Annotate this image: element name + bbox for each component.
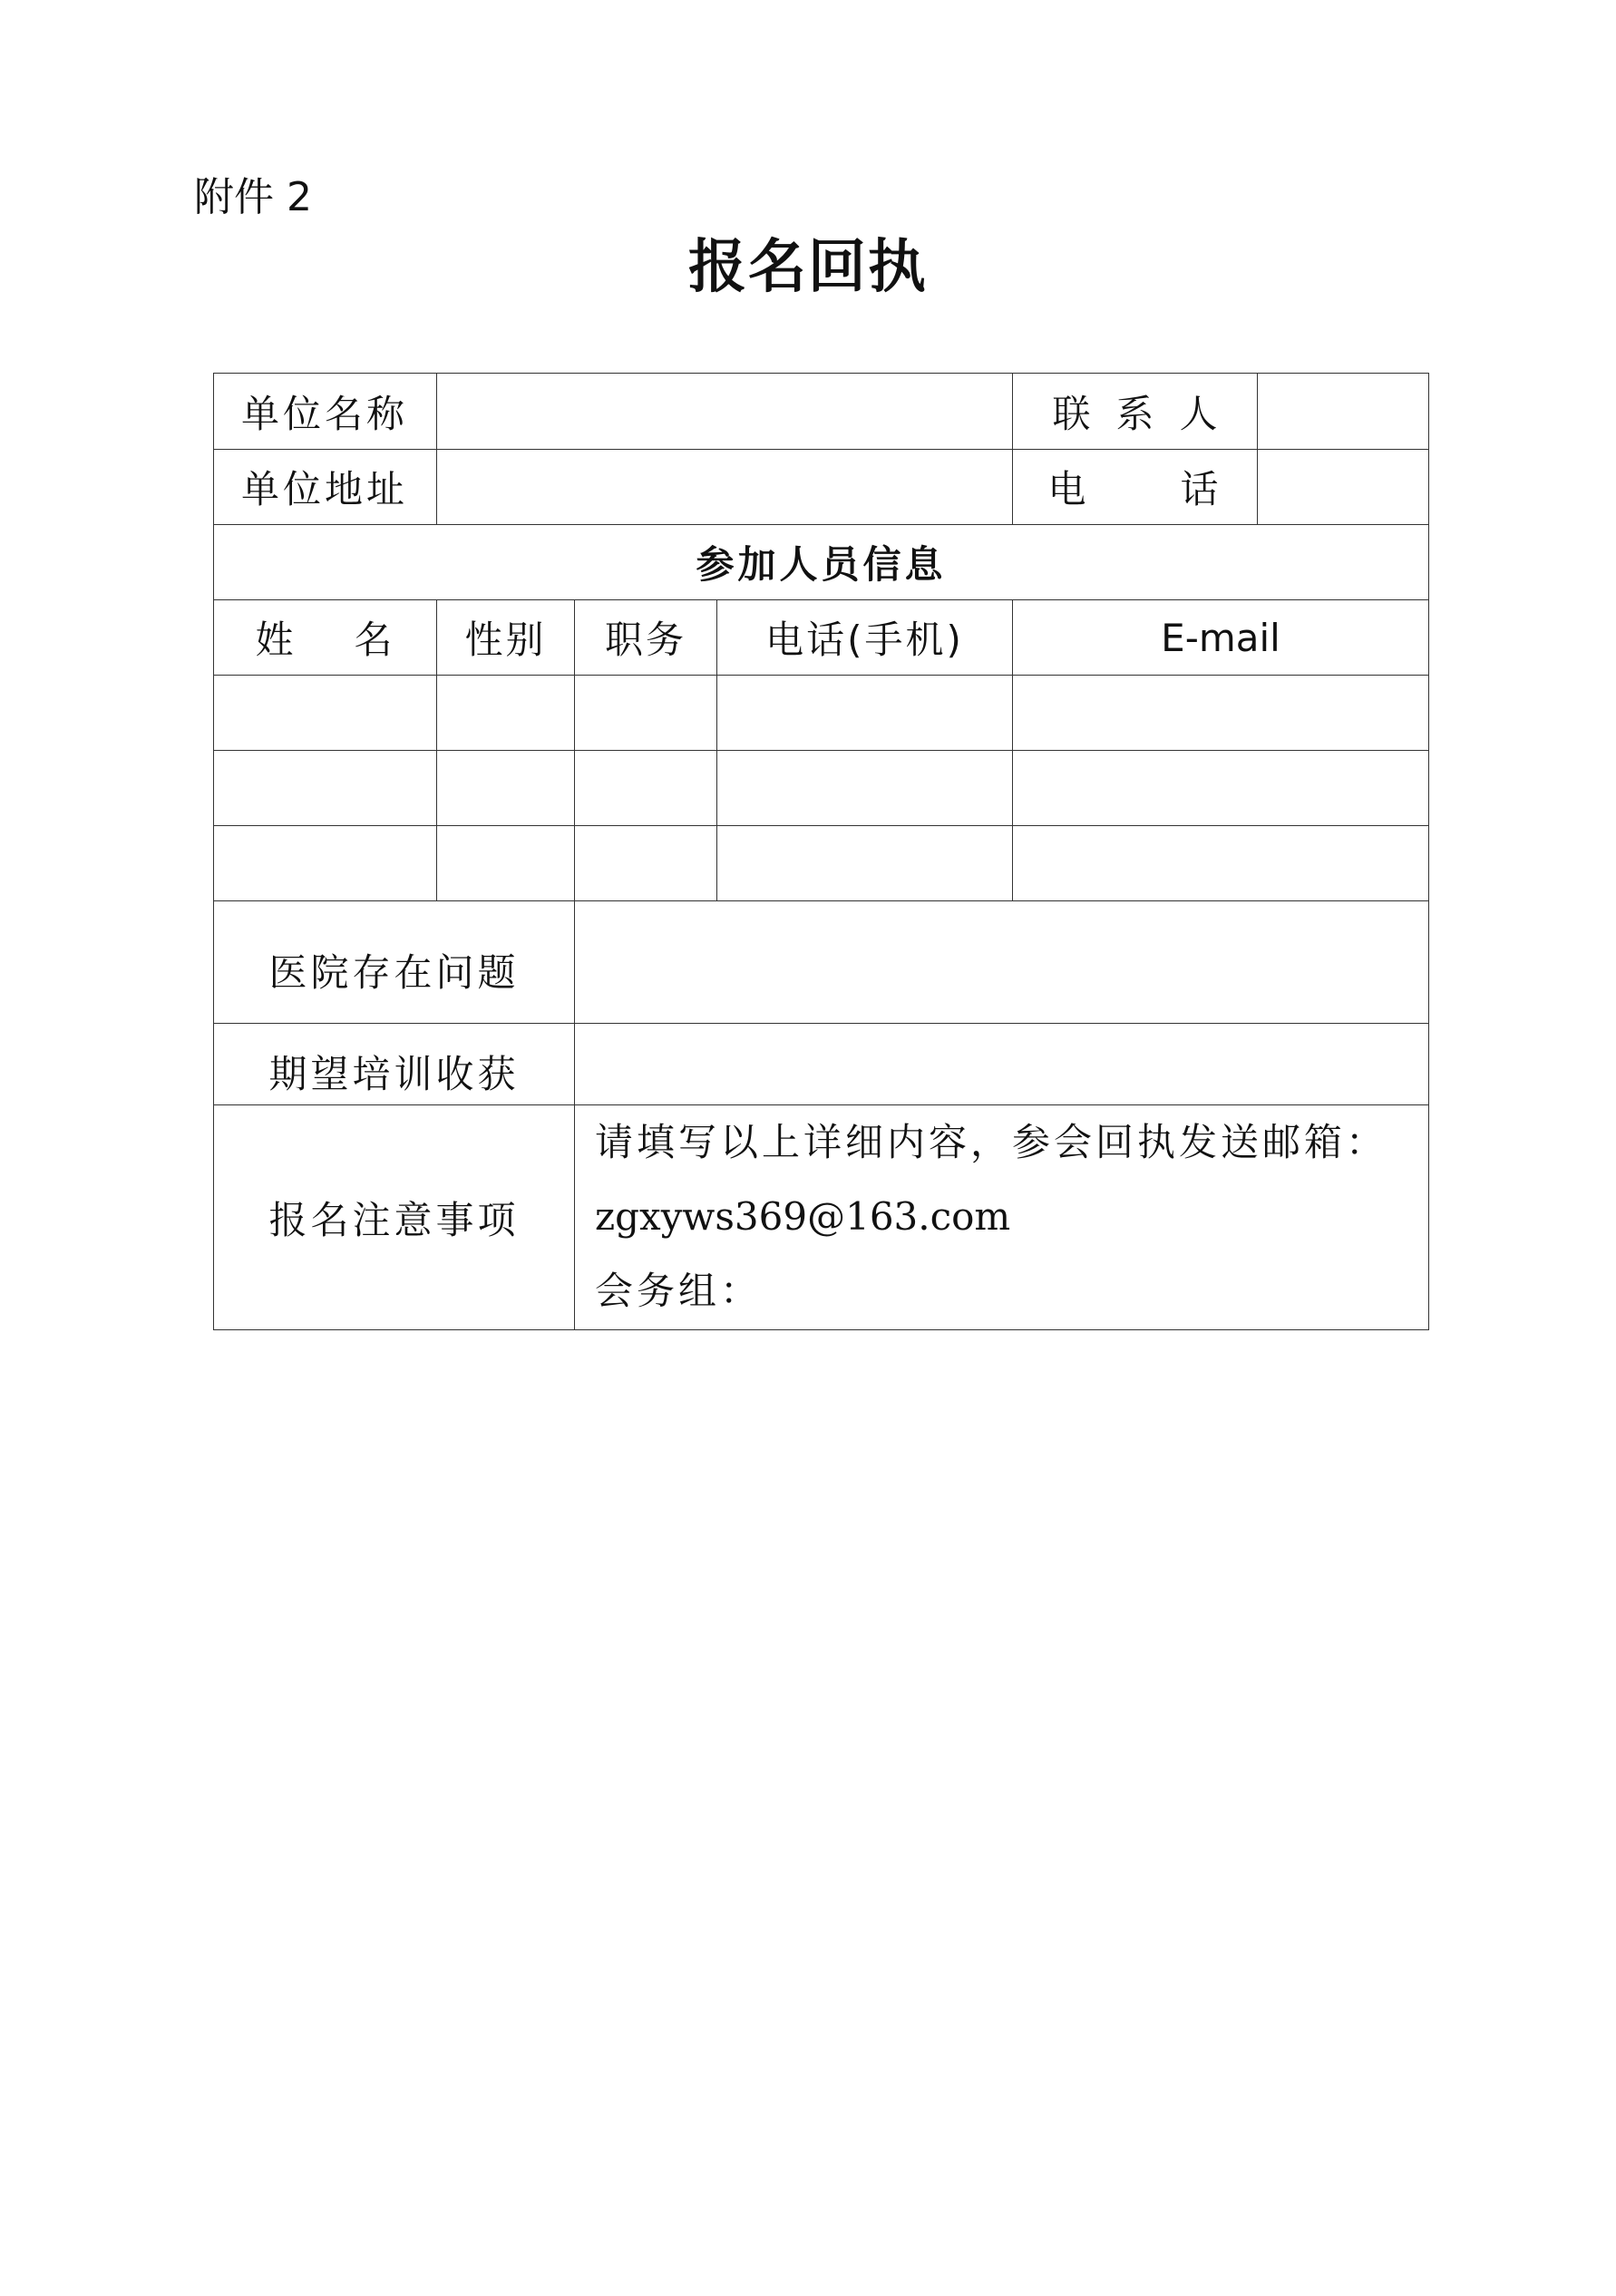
hospital-issues-row xyxy=(214,901,1429,1024)
participants-header-row xyxy=(214,525,1429,600)
unit-address-label: 单位地址 xyxy=(214,450,437,525)
column-gender: 性别 xyxy=(437,600,575,676)
participant-name-cell[interactable] xyxy=(214,751,437,826)
training-expectations-row xyxy=(214,1024,1429,1105)
participant-gender-cell[interactable] xyxy=(437,676,575,751)
column-email: E-mail xyxy=(1013,600,1429,676)
phone-label-char-1: 电 xyxy=(1047,467,1090,511)
hospital-issues-label: 医院存在问题 xyxy=(214,901,575,1024)
registration-notes-label: 报名注意事项 xyxy=(214,1105,575,1330)
participant-position-cell[interactable] xyxy=(575,826,717,901)
phone-label-char-2: 话 xyxy=(1180,467,1222,511)
contact-person-label: 联系人 xyxy=(1013,374,1258,450)
notes-instruction: 请填写以上详细内容，参会回执发送邮箱： xyxy=(595,1120,1388,1164)
participant-gender-cell[interactable] xyxy=(437,826,575,901)
page-title: 报名回执 xyxy=(688,234,928,301)
registration-notes-row xyxy=(214,1105,1429,1330)
unit-address-field[interactable] xyxy=(437,450,1013,525)
participant-phone-cell[interactable] xyxy=(717,751,1013,826)
contact-person-field[interactable] xyxy=(1258,374,1429,450)
participant-phone-cell[interactable] xyxy=(717,676,1013,751)
participant-email-cell[interactable] xyxy=(1013,676,1429,751)
participant-row xyxy=(214,751,1429,826)
column-name xyxy=(214,600,437,676)
unit-address-row xyxy=(214,450,1429,525)
participants-columns-row xyxy=(214,600,1429,676)
participant-name-cell[interactable] xyxy=(214,676,437,751)
attachment-label: 附件 2 xyxy=(194,174,312,220)
participant-row xyxy=(214,676,1429,751)
column-position: 职务 xyxy=(575,600,717,676)
participant-email-cell[interactable] xyxy=(1013,826,1429,901)
participant-name-cell[interactable] xyxy=(214,826,437,901)
participant-position-cell[interactable] xyxy=(575,676,717,751)
notes-email: zgxyws369@163.com xyxy=(595,1194,1011,1239)
participant-position-cell[interactable] xyxy=(575,751,717,826)
registration-notes-content xyxy=(575,1105,1429,1330)
phone-field[interactable] xyxy=(1258,450,1429,525)
hospital-issues-field[interactable] xyxy=(575,901,1429,1024)
participant-phone-cell[interactable] xyxy=(717,826,1013,901)
column-name-char-2: 名 xyxy=(354,618,395,662)
unit-name-row xyxy=(214,374,1429,450)
participant-gender-cell[interactable] xyxy=(437,751,575,826)
column-phone: 电话(手机) xyxy=(717,600,1013,676)
notes-organizer: 会务组： xyxy=(595,1269,763,1313)
column-name-char-1: 姓 xyxy=(255,618,297,662)
participant-row xyxy=(214,826,1429,901)
training-expectations-label: 期望培训收获 xyxy=(214,1024,575,1105)
unit-name-label: 单位名称 xyxy=(214,374,437,450)
training-expectations-field[interactable] xyxy=(575,1024,1429,1105)
participant-email-cell[interactable] xyxy=(1013,751,1429,826)
unit-name-field[interactable] xyxy=(437,374,1013,450)
phone-label xyxy=(1013,450,1258,525)
registration-form-table xyxy=(213,373,1429,1330)
participants-header: 参加人员信息 xyxy=(214,525,1429,600)
